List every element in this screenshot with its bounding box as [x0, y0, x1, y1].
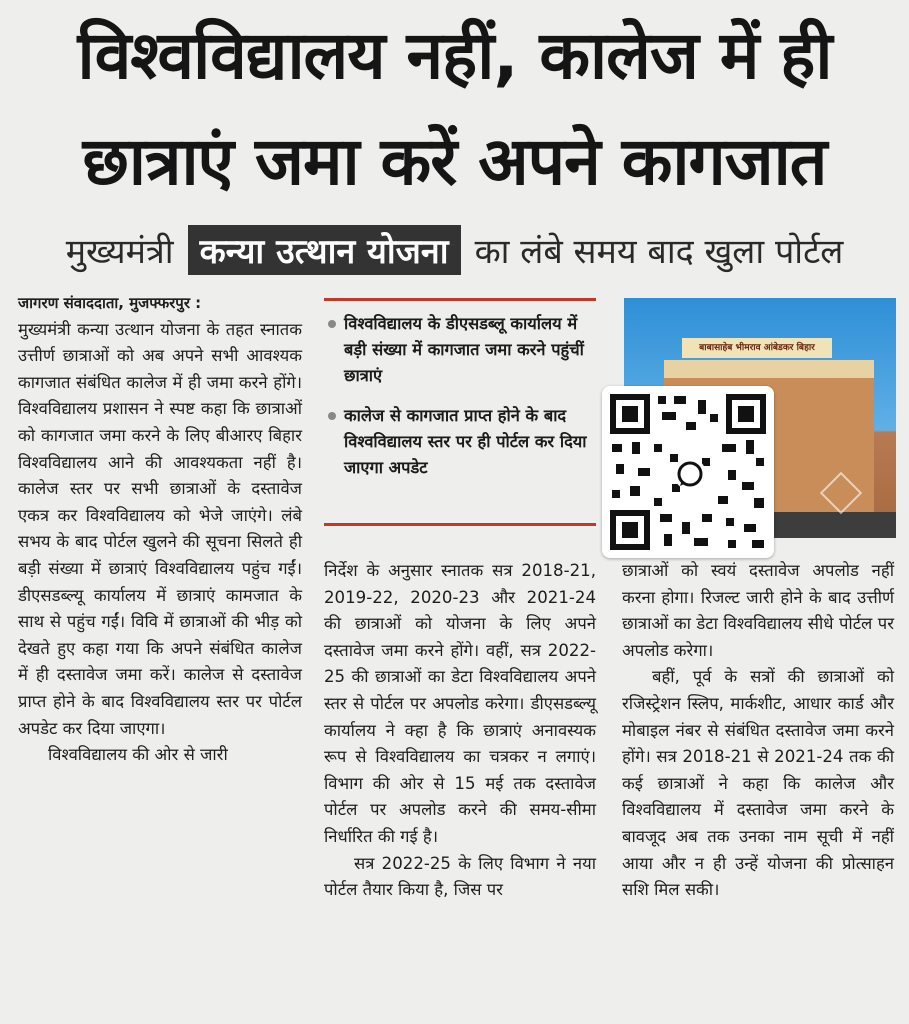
bullet-icon [328, 320, 336, 328]
column2-paragraph-2: सत्र 2022-25 के लिए विभाग ने नया पोर्टल तैयार किया है, जिस पर [324, 853, 596, 900]
subheadline [0, 222, 909, 278]
column1-paragraph-2: विश्वविद्यालय की ओर से जारी [48, 745, 228, 765]
highlight-item [328, 311, 590, 389]
highlight-text-1: विश्वविद्यालय के डीएसडब्लू कार्यालय में बड़ी संख्या में कागजात जमा करने पहुंचीं छात्राएं [344, 314, 584, 385]
subheadline-scheme-box: कन्या उत्थान योजना [188, 225, 461, 275]
article-column-2 [324, 558, 596, 904]
subheadline-pre: मुख्यमंत्री [65, 232, 174, 272]
article-column-1 [18, 290, 302, 769]
qr-code-icon [610, 394, 766, 550]
headline-line-2: छात्राएं जमा करें अपने कागजात [82, 123, 827, 200]
byline: जागरण संवाददाता, मुजफ्फरपुर : [18, 294, 202, 312]
column3-paragraph-2: बहीं, पूर्व के सत्रों की छात्राओं को रजिस्ट्रेशन स्लिप, मार्कशीट, आधार कार्ड और मोबाइल नंबर से संबंधित दस्तावेज जमा करने होंगे। सत्र 2018-21 से 2021-24 तक की कई छात्राओं ने कहा कि कालेज और विश्वविद्यालय में दस्तावेज जमा करने के बावजूद अब तक उनका नाम सूची में नहीं आया और न ही उन्हें योजना की प्रोत्साहन सशि मिल सकी। [622, 667, 894, 900]
building-sign: बाबासाहेब भीमराव आंबेडकर बिहार [682, 338, 832, 358]
bullet-icon [328, 412, 336, 420]
article-column-3 [622, 558, 894, 904]
subheadline-post: का लंबे समय बाद खुला पोर्टल [474, 232, 844, 272]
qr-code[interactable] [602, 386, 774, 558]
column3-paragraph-1: छात्राओं को स्वयं दस्तावेज अपलोड नहीं करना होगा। रिजल्ट जारी होने के बाद उत्तीर्ण छात्राओं का डेटा विश्वविद्यालय सीधे पोर्टल पर अपलोड करेगा। [622, 561, 894, 660]
column2-paragraph-1: निर्देश के अनुसार स्नातक सत्र 2018-21, 2019-22, 2020-23 और 2021-24 की छात्राओं को योजना के लिए अपने दस्तावेज जमा करने होंगे। वहीं, सत्र 2022-25 की छात्राओं का डेटा विश्वविद्यालय अपने स्तर से पोर्टल पर अपलोड करेगा। डीएसडब्ल्यू कार्यालय ने क्हा है कि छात्राएं अनावस्यक रूप से विश्वविद्यालय का चत्रकर न लगाएं। विभाग की ओर से 15 मई तक दस्तावेज पोर्टल पर अपलोड करने की समय-सीमा निर्धारित की गई है। [324, 561, 596, 846]
highlight-text-2: कालेज से कागजात प्राप्त होने के बाद विश्वविद्यालय स्तर पर ही पोर्टल कर दिया जाएगा अपडेट [344, 406, 587, 477]
highlight-item [328, 403, 590, 481]
column1-paragraph-1: मुख्यमंत्री कन्या उत्थान योजना के तहत स्नातक उत्तीर्ण छात्राओं को अब अपने सभी आवश्यक कागजात संबंधित कालेज में ही जमा करने होंगे। विश्वविद्यालय प्रशासन ने स्पष्ट कहा कि छात्राओं को कागजात जमा करने के लिए बीआरए बिहार विश्वविद्यालय आने की आवश्यकता नहीं है। कालेज स्तर पर सभी छात्राओं के दस्तावेज एकत्र कर विश्वविद्यालय को भेजे जाएंगे। लंबे सभय के बाद पोर्टल खुलने की सूचना सिलते ही बड़ी संख्या में छात्राएं विश्वविद्यालय पहुंच गईं। डीएसडब्ल्यू कार्यालय में छात्राएं कामजात के साथ से पहुंच गईं। विवि में छात्राओं की भीड़ को देखते हुए कहा गया कि अपने संबंधित कालेज में ही दस्तावेज जमा करें। कालेज से दस्तावेज प्राप्त होने के बाद विश्वविद्यालय स्तर पर पोर्टल अपडेट कर दिया जाएगा। [18, 319, 302, 738]
headline-line-1: विश्वविद्यालय नहीं, कालेज में ही [77, 17, 832, 94]
highlights-box [324, 298, 596, 526]
